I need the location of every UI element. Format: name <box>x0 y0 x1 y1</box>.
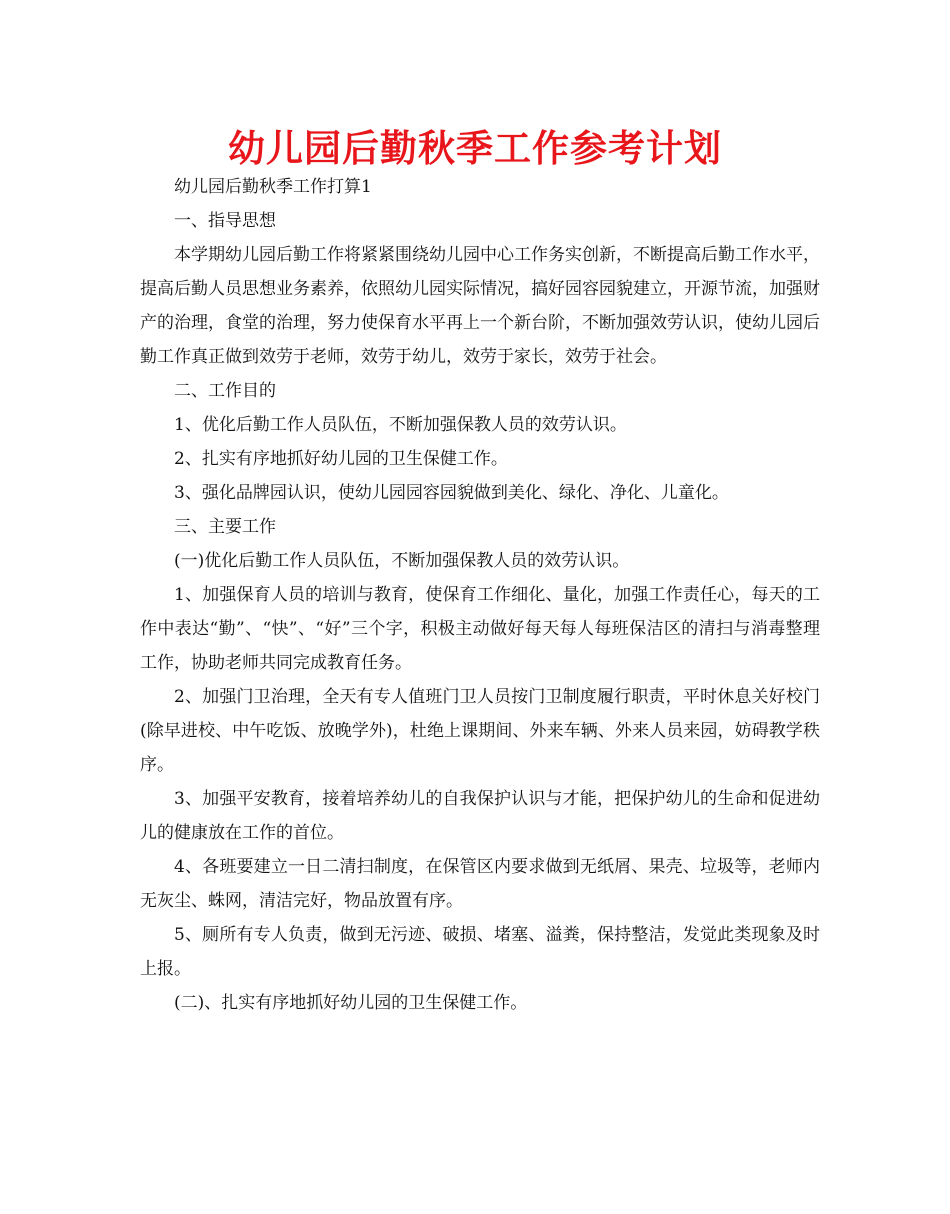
document-title: 幼儿园后勤秋季工作参考计划 <box>228 127 722 170</box>
paragraph-subtitle: 幼儿园后勤秋季工作打算1 <box>174 177 372 197</box>
subsection-heading-1: (一)优化后勤工作人员队伍，不断加强保教人员的效劳认识。 <box>174 551 630 571</box>
subsection-heading-2: (二)、扎实有序地抓好幼儿园的卫生保健工作。 <box>174 993 528 1013</box>
section-heading-guiding-thought: 一、指导思想 <box>174 211 276 231</box>
document-body <box>140 170 820 1020</box>
section-heading-work-goals: 二、工作目的 <box>174 381 276 401</box>
goal-item-3: 3、强化品牌园认识，使幼儿园园容园貌做到美化、绿化、净化、儿童化。 <box>174 483 729 503</box>
work-item-3: 3、加强平安教育，接着培养幼儿的自我保护认识与才能，把保护幼儿的生命和促进幼儿的健康放在工作的首位。 <box>140 789 820 843</box>
work-item-2: 2、加强门卫治理，全天有专人值班门卫人员按门卫制度履行职责，平时休息关好校门(除早进校、中午吃饭、放晚学外)，杜绝上课期间、外来车辆、外来人员来园，妨碍教学秩序。 <box>140 687 820 775</box>
work-item-5: 5、厕所有专人负责，做到无污迹、破损、堵塞、溢粪，保持整洁，发觉此类现象及时上报。 <box>140 925 820 979</box>
paragraph-guiding-thought: 本学期幼儿园后勤工作将紧紧围绕幼儿园中心工作务实创新，不断提高后勤工作水平，提高后勤人员思想业务素养，依照幼儿园实际情况，搞好园容园貌建立，开源节流，加强财产的治理，食堂的治理，努力使保育水平再上一个新台阶，不断加强效劳认识，使幼儿园后勤工作真正做到效劳于老师，效劳于幼儿，效劳于家长，效劳于社会。 <box>140 245 820 367</box>
goal-item-1: 1、优化后勤工作人员队伍，不断加强保教人员的效劳认识。 <box>174 415 627 435</box>
work-item-4: 4、各班要建立一日二清扫制度，在保管区内要求做到无纸屑、果壳、垃圾等，老师内无灰尘、蛛网，清洁完好，物品放置有序。 <box>140 857 820 911</box>
goal-item-2: 2、扎实有序地抓好幼儿园的卫生保健工作。 <box>174 449 508 469</box>
section-heading-main-work: 三、主要工作 <box>174 517 276 537</box>
work-item-1: 1、加强保育人员的培训与教育，使保育工作细化、量化，加强工作责任心，每天的工作中表达“勤”、“快”、“好”三个字，积极主动做好每天每人每班保洁区的清扫与消毒整理工作，协助老师共同完成教育任务。 <box>140 585 820 673</box>
